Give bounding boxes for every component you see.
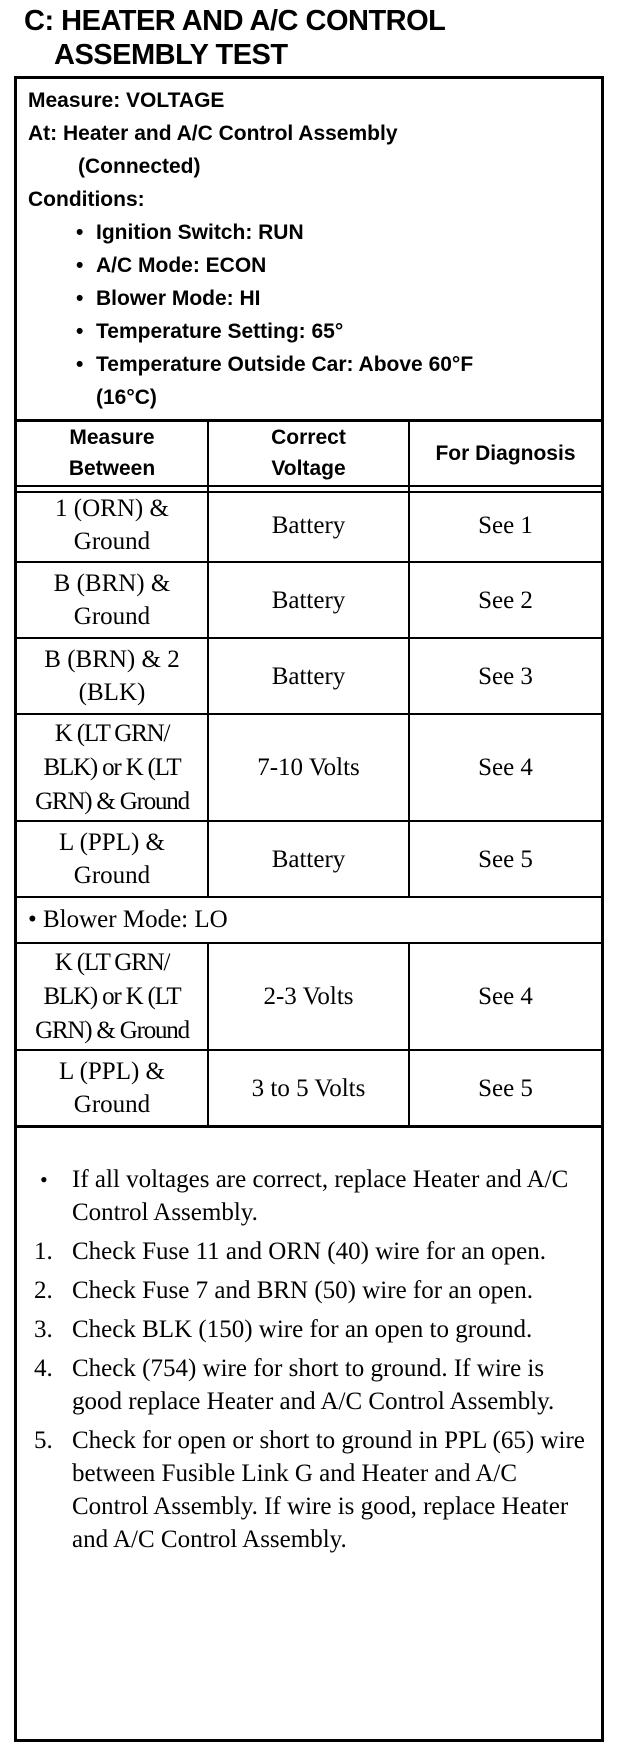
list-item: 2. Check Fuse 7 and BRN (50) wire for an open. — [34, 1277, 534, 1304]
measure-between-cell: L (PPL) & Ground — [58, 1058, 166, 1118]
correct-voltage-cell: 7-10 Volts — [257, 754, 360, 781]
condition-item: • Ignition Switch: RUN — [76, 221, 304, 244]
diagnosis-cell: See 5 — [478, 845, 533, 873]
condition-item: • Temperature Setting: 65° — [76, 320, 344, 343]
diagnosis-cell: See 4 — [478, 754, 533, 781]
blower-lo-condition: • Blower Mode: LO — [28, 906, 228, 933]
diagnosis-notes — [14, 1163, 604, 1562]
measure-between-cell: B (BRN) & Ground — [53, 570, 171, 630]
list-item: 4. Check (754) wire for short to ground. If wire is good replace Heater and A/C Control Assembly. — [34, 1355, 555, 1415]
condition-item: • A/C Mode: ECON — [76, 254, 267, 277]
list-item: 5. Check for open or short to ground in PPL (65) wire between Fusible Link G and Heater and A/C Control Assembly. If wire is good, replace Heater and A/C Control Assembly. — [34, 1427, 585, 1553]
header-measure-between: Measure Between — [68, 426, 156, 480]
title-line-1: C: HEATER AND A/C CONTROL — [24, 5, 446, 37]
diagnosis-cell: See 2 — [478, 586, 533, 614]
test-conditions — [14, 76, 604, 420]
table-bottom-rule — [14, 1125, 604, 1128]
correct-voltage-cell: Battery — [271, 845, 346, 873]
correct-voltage-cell: Battery — [271, 511, 346, 539]
correct-voltage-cell: Battery — [271, 586, 346, 614]
measure-between-cell: K (LT GRN/ BLK) or K (LT GRN) & Ground — [35, 948, 189, 1044]
diagnosis-cell: See 4 — [478, 983, 533, 1010]
header-for-diagnosis: For Diagnosis — [435, 441, 576, 465]
page-title — [24, 4, 604, 72]
condition-item-continued: (16°C) — [96, 386, 157, 409]
measure-between-cell: L (PPL) & Ground — [58, 829, 166, 889]
conditions-label: Conditions: — [28, 188, 145, 211]
correct-voltage-cell: 3 to 5 Volts — [251, 1074, 366, 1102]
list-item: 1. Check Fuse 11 and ORN (40) wire for an open. — [34, 1238, 546, 1265]
header-correct-voltage: Correct Voltage — [271, 426, 346, 480]
diagnosis-cell: See 3 — [478, 662, 533, 690]
condition-item: • Blower Mode: HI — [76, 287, 261, 310]
diagnosis-cell: See 1 — [478, 511, 533, 539]
list-item: 3. Check BLK (150) wire for an open to ground. — [34, 1316, 533, 1343]
measure-line: Measure: VOLTAGE — [28, 89, 225, 112]
correct-voltage-cell: Battery — [271, 662, 346, 690]
measure-between-cell: K (LT GRN/ BLK) or K (LT GRN) & Ground — [35, 719, 189, 815]
list-item: • If all voltages are correct, replace Heater and A/C Control Assembly. — [40, 1166, 569, 1226]
correct-voltage-cell: 2-3 Volts — [263, 983, 354, 1010]
at-line-2: (Connected) — [78, 155, 201, 178]
condition-item: • Temperature Outside Car: Above 60°F — [76, 353, 474, 376]
at-line-1: At: Heater and A/C Control Assembly — [28, 122, 398, 145]
measure-between-cell: B (BRN) & 2 (BLK) — [44, 646, 180, 706]
measure-between-cell: 1 (ORN) & Ground — [55, 495, 169, 555]
diagnosis-cell: See 5 — [478, 1074, 533, 1102]
title-line-2: ASSEMBLY TEST — [54, 39, 288, 71]
